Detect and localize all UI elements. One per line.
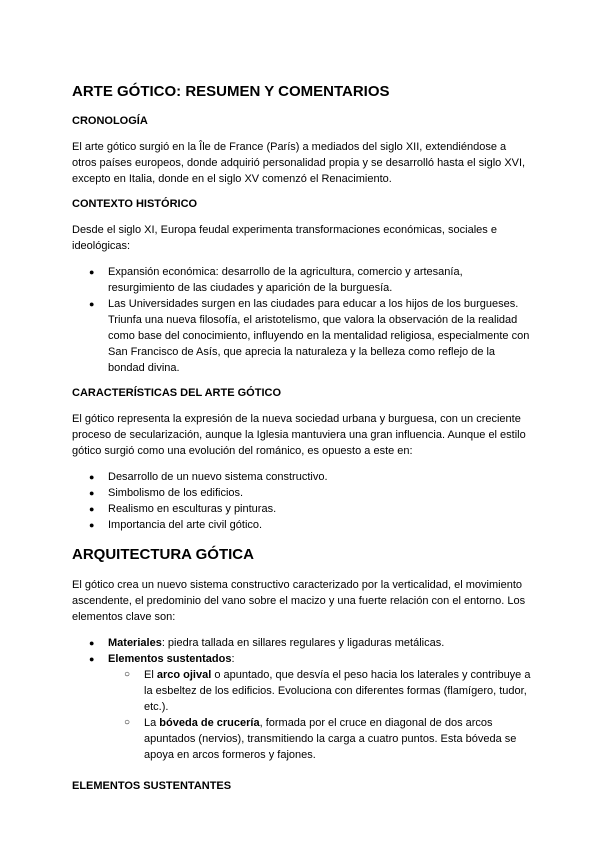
bullet-icon: ● (89, 504, 95, 514)
heading-caracteristicas: CARACTERÍSTICAS DEL ARTE GÓTICO (72, 387, 282, 399)
document-title: ARTE GÓTICO: RESUMEN Y COMENTARIOS (72, 83, 390, 100)
list-item: ● Simbolismo de los edificios. (89, 487, 244, 499)
sublist-sustentados (108, 667, 532, 763)
sublist-item-boveda: ○ La bóveda de crucería, formada por el cruce en diagonal de dos arcos apuntados (nervios), transmitiendo la carga a cuatro puntos. Esta bóveda se apoya en arcos formeros y fajones. (124, 717, 517, 761)
paragraph-caracteristicas-intro: El gótico representa la expresión de la nueva sociedad urbana y burguesa, con un creciente proceso de secularización, aunque la Iglesia mantuviera una gran influencia. Aunque el estilo gótico surgió como una evolución del románico, es opuesto a este en: (72, 413, 526, 457)
list-item: ● Importancia del arte civil gótico. (89, 519, 263, 531)
heading-contexto-historico: CONTEXTO HISTÓRICO (72, 198, 198, 210)
paragraph-arquitectura-intro: El gótico crea un nuevo sistema constructivo caracterizado por la verticalidad, el movimiento ascendente, el predominio del vano sobre el macizo y una fuerte relación con el entorno. Los elementos clave son: (72, 579, 526, 623)
bullet-icon: ● (89, 488, 95, 498)
paragraph-cronologia: El arte gótico surgió en la Île de France (París) a mediados del siglo XII, extendiéndose a otros países europeos, donde adquirió personalidad propia y se desarrolló hasta el siglo XVI, excepto en Italia, donde en el siglo XV comenzó el Renacimiento. (72, 141, 526, 185)
bullet-icon: ● (89, 299, 95, 309)
circle-bullet-icon: ○ (124, 717, 131, 728)
list-item: ● Desarrollo de un nuevo sistema constructivo. (89, 471, 328, 483)
bullet-icon: ● (89, 472, 95, 482)
paragraph-contexto-intro: Desde el siglo XI, Europa feudal experimenta transformaciones económicas, sociales e ideológicas: (72, 224, 497, 252)
list-item: ● Las Universidades surgen en las ciudades para educar a los hijos de los burgueses. Triunfa una nueva filosofía, el aristotelismo, que valora la observación de la realidad como base del conocimiento, influyendo en la mentalidad religiosa, especialmente con San Francisco de Asís, que aprecia la naturaleza y la belleza como reflejo de la bondad divina. (89, 298, 530, 374)
document-content (72, 82, 532, 804)
circle-bullet-icon: ○ (124, 669, 131, 680)
heading-elementos-sustentantes: ELEMENTOS SUSTENTANTES (72, 780, 232, 792)
heading-arquitectura: ARQUITECTURA GÓTICA (72, 546, 254, 563)
list-item-sustentados: ● Elementos sustentados: ○ El arco ojival o apuntado, que desvía el peso hacia los laterales y contribuye a la esbeltez de los edificios. Evoluciona con diferentes formas (flamígero, tudor, etc.). ○ La bóveda de crucería, formada por el cruce en diagonal de dos arcos apuntados (nervios), transmitiendo la carga a cuatro puntos. Esta bóveda se apoya en arcos formeros y fajones. (72, 651, 532, 763)
sublist-item-arco: ○ El arco ojival o apuntado, que desvía el peso hacia los laterales y contribuye a la esbeltez de los edificios. Evoluciona con diferentes formas (flamígero, tudor, etc.). (124, 669, 531, 713)
list-caracteristicas (72, 469, 532, 533)
list-contexto (72, 264, 532, 376)
bullet-icon: ● (89, 638, 95, 648)
list-arquitectura (72, 635, 532, 763)
list-item: ● Realismo en esculturas y pinturas. (89, 503, 277, 515)
list-item: ● Expansión económica: desarrollo de la agricultura, comercio y artesanía, resurgimiento de las ciudades y aparición de la burguesía. (89, 266, 463, 294)
list-item-materiales: ● Materiales: piedra tallada en sillares regulares y ligaduras metálicas. (89, 637, 445, 649)
bullet-icon: ● (89, 267, 95, 277)
heading-cronologia: CRONOLOGÍA (72, 115, 148, 127)
bullet-icon: ● (89, 520, 95, 530)
bullet-icon: ● (89, 654, 95, 664)
